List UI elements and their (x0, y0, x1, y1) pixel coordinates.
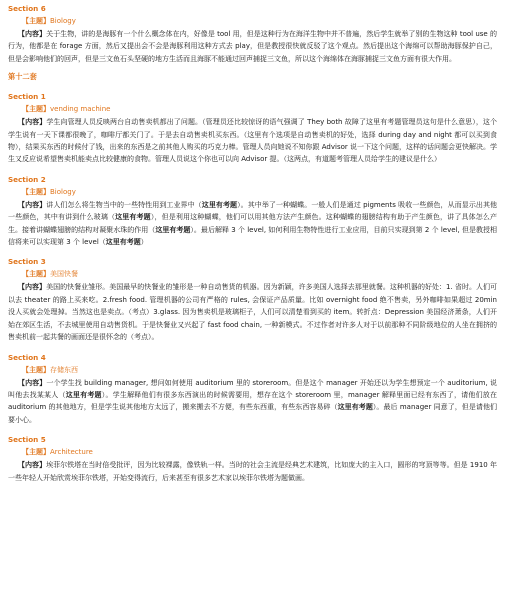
topic-label: 【主题】 (22, 270, 50, 279)
content-paragraph (8, 199, 497, 249)
content-text: ）。其中举了一种蝴蝶。一般人们是通过 pigments 吸收一些颜色，从而显示出其他一些颜色，其中有讲到什么玻璃（ (8, 200, 498, 222)
content-text: 一个学生找 building manager, 想问如何使用 auditorium 里的 storeroom。但是这个 manager 开始还以为学生想预定一个 auditorium, 说叫他去找某某人（ (8, 378, 498, 399)
content-label: 【内容】 (18, 200, 47, 209)
section-heading: Section 5 (8, 435, 46, 445)
exam-point-highlight: 这里有考题 (201, 200, 238, 209)
topic-name: Biology (50, 187, 76, 196)
topic-line (22, 15, 497, 28)
section-block (8, 91, 497, 166)
content-label: 【内容】 (18, 118, 47, 127)
topic-line (22, 364, 497, 377)
content-paragraph (8, 459, 497, 484)
content-text: 埃菲尔铁塔在当时倍受批评，因为比较裸露，像铁轨一样。当时的社会主流是经典艺术建筑，比如庞大的主入口，圆形的穹顶等等。但是 1910 年一些年轻人开始欣赏埃菲尔铁塔，开始变得流行，后来甚至有很多艺术家以埃菲尔铁塔为题做画。 (8, 461, 498, 482)
topic-name: Biology (50, 17, 76, 25)
content-text: ）。最后解释 3 个 level, 如何利用生物特性进行工业应用，目前只实现到第 2 个 level, 但是教授相信将来可以实现第 3 个 level（ (8, 225, 498, 247)
content-paragraph (8, 377, 497, 427)
content-text: 讲人们怎么将生物当中的一些特性用到工业界中（ (46, 200, 202, 209)
section-block (8, 434, 497, 484)
section-heading: Section 4 (8, 352, 46, 362)
exam-point-highlight: 这里有考题 (65, 390, 102, 399)
section-heading: Section 1 (8, 92, 46, 102)
exam-point-highlight: 这里有考题 (155, 225, 191, 234)
topic-line (22, 268, 497, 281)
topic-line (22, 186, 497, 199)
section-block (8, 174, 497, 249)
content-label: 【内容】 (18, 283, 47, 292)
content-paragraph (8, 28, 497, 65)
topic-name: Architecture (50, 448, 93, 457)
exam-point-highlight: 这里有考题 (337, 403, 373, 412)
topic-label: 【主题】 (22, 187, 50, 196)
exam-point-highlight: 这里有考题 (105, 238, 141, 247)
content-text: ） (140, 238, 148, 247)
topic-label: 【主题】 (22, 448, 50, 457)
content-label: 【内容】 (18, 378, 47, 387)
topic-label: 【主题】 (22, 105, 50, 114)
topic-label: 【主题】 (22, 17, 50, 25)
content-text: 学生向管理人员反映两台自动售卖机都出了问题。（管理员还比较惊讶的语气强调了 They both 故障了这里有考题管理员这句是什么意思），这个学生说有一天下课都很晚了，咖啡厅都关门了。于是去自动售卖机买东西。（这里有个选项是自动售卖机的好处，选择 during day and night 都可以买到食物），结果买东西的时候付了钱，出来的东西是之前其他人购买的巧克力棒。管理人员向她说不知你跟 Advisor 说一下这个问题，这样的话问题会更快解决。学生又反应说希望售卖机能卖点比较健康的食物。管理人员说这个你也可以向 Advisor 提。（这两点，有道题考管理人员给学生的建议是什么） (8, 118, 497, 164)
topic-label: 【主题】 (22, 365, 50, 374)
chapter-title: 第十二套 (8, 72, 37, 82)
exam-point-highlight: 这里有考题 (115, 213, 151, 222)
content-text: ），但是利用这种蝴蝶，他们可以用其他方法产生颜色。这种蝴蝶的翅膀结构有助于产生颜色，讲了具体怎么产生。接着讲蝴蝶翅膀的结构对凝聚水珠的作用（ (8, 213, 498, 234)
section-heading: Section 6 (8, 4, 46, 13)
topic-line (22, 103, 497, 116)
topic-name: 美国快餐 (50, 270, 78, 279)
content-paragraph (8, 281, 497, 343)
section-block (8, 256, 497, 343)
content-label: 【内容】 (18, 30, 47, 38)
section-block (8, 3, 497, 65)
content-text: ）。最后 manager 同意了，但是请他们要小心。 (8, 403, 498, 424)
section-list (8, 91, 497, 484)
content-label: 【内容】 (18, 461, 47, 470)
section-heading: Section 3 (8, 257, 46, 267)
section-heading: Section 2 (8, 174, 46, 184)
content-text: 关于生物，讲的是海豚有一个什么概念体在内，好像是 tool 用，但是这种行为在海洋生物中并不普遍，然后学生就举了别的生物这种 tool use 的行为，他都是在 forage 方面，然后又提出会不会是海豚利用这种方式去 play，但是教授很快就反驳了这个观点。然后提出这个海绵可以帮助海豚保护自己，但是会影响他们的回声，但是三文鱼石头坚硬的地方生活而且海豚不能通过回声捕捉三文鱼，所以这个海绵体在海豚捕捉三文鱼方面有很大作用。 (8, 30, 497, 63)
topic-name: vending machine (50, 105, 111, 114)
topic-name: 存储东西 (50, 365, 78, 374)
content-text: ）。学生解释他们有很多东西演出的时候需要用，想存在这个 storeroom 里，manager 解释里面已经有东西了，请他们放在 auditorium 的其他地方，但是学生说其他地方太远了，搬来搬去不方便，有些东西重，有些东西容易碎（ (8, 390, 498, 412)
content-text: 美国的快餐业雏形。美国最早的快餐业的雏形是一种自动售货的机器。因为新颖，许多美国人选择去那里就餐。这种机器的好处：1. 省时。人们可以去 theater 的路上买来吃。2.fresh food. 管理机器的公司有严格的 rules, 会保证产品质量。比如 overnight food 绝不售卖，另外咖啡如果超过 20min 没人买就会处理掉。当然这也是卖点。（考点）3.glass. 因为售卖机是玻璃柜子，人们可以清楚看到买的 item。转折点：Depression 美国经济萧条，人们开始在郊区生活，不去城里使用自动售货机。于是快餐业又兴起了 fast food chain, 一种新模式。不过作者对许多人对于以前那种不同阶级地位的人坐在拥挤的售卖机前一起共餐的画面还是很怀念的（考点）。 (8, 283, 498, 342)
section-block (8, 352, 497, 427)
section-block (8, 3, 497, 65)
content-paragraph (8, 116, 497, 166)
topic-line (22, 446, 497, 459)
